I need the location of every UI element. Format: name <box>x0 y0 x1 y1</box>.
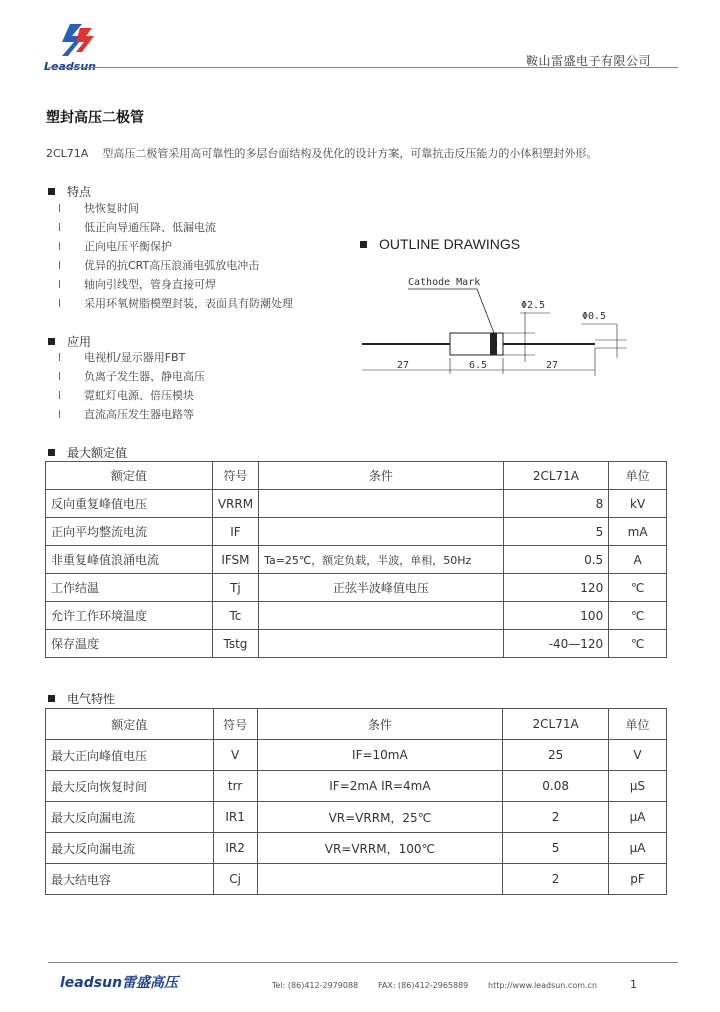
footer-divider <box>48 962 678 963</box>
list-item: l 快恢复时间 <box>58 202 139 215</box>
table-header-row: 额定值 符号 条件 2CL71A 单位 <box>46 709 667 740</box>
table-row: 非重复峰值浪涌电流 IFSM Ta=25℃，额定负载，半波，单相，50Hz 0.5 A <box>46 546 667 574</box>
list-item: l 低正向导通压降、低漏电流 <box>58 221 216 234</box>
cathode-leader <box>408 289 494 333</box>
outline-heading: OUTLINE DRAWINGS <box>360 236 520 252</box>
lead-diameter-label: Φ0.5 <box>582 311 607 322</box>
table-row: 最大反向漏电流 IR1 VR=VRRM，25℃ 2 μA <box>46 802 667 833</box>
list-item: l 负离子发生器、静电高压 <box>58 370 205 383</box>
footer-website-link[interactable]: http://www.leadsun.com.cn <box>488 981 598 990</box>
list-item: l 正向电压平衡保护 <box>58 240 172 253</box>
table-row: 最大反向漏电流 IR2 VR=VRRM，100℃ 5 μA <box>46 833 667 864</box>
dim-right-label: 27 <box>546 360 559 371</box>
bullet-square-icon <box>48 449 55 456</box>
features-list <box>58 199 293 313</box>
cathode-mark-label: Cathode Mark <box>408 277 481 288</box>
table-row: 工作结温 Tj 正弦半波峰值电压 120 ℃ <box>46 574 667 602</box>
company-name: 鞍山雷盛电子有限公司 <box>526 54 652 68</box>
bullet-square-icon <box>360 241 367 248</box>
header-divider <box>48 67 678 68</box>
list-item: l 直流高压发生器电路等 <box>58 408 194 421</box>
table-row: 最大正向峰值电压 V IF=10mA 25 V <box>46 740 667 771</box>
cathode-band <box>490 333 497 355</box>
body-diameter-label: Φ2.5 <box>521 300 546 311</box>
leadsun-logo-icon <box>58 22 98 60</box>
bullet-square-icon <box>48 338 55 345</box>
electrical-table <box>45 708 667 895</box>
table-header-row: 额定值 符号 条件 2CL71A 单位 <box>46 462 667 490</box>
page-number: 1 <box>630 978 637 991</box>
features-heading: 特点 <box>48 183 91 200</box>
bullet-square-icon <box>48 695 55 702</box>
page-title: 塑封高压二极管 <box>46 110 144 126</box>
table-row: 最大反向恢复时间 trr IF=2mA IR=4mA 0.08 μS <box>46 771 667 802</box>
part-label: 2CL71A <box>46 147 89 160</box>
intro-text: 型高压二极管采用高可靠性的多层台面结构及优化的设计方案，可靠抗击反压能力的小体积塑封外形。 <box>102 147 598 160</box>
footer-brand: leadsun雷盛高压 <box>60 975 179 991</box>
list-item: l 采用环氧树脂模塑封装，表面具有防潮处理 <box>58 297 293 310</box>
outline-drawing <box>355 262 645 382</box>
dim-left-label: 27 <box>397 360 410 371</box>
list-item: l 霓虹灯电源、倍压模块 <box>58 389 194 402</box>
table-row: 最大结电容 Cj 2 pF <box>46 864 667 895</box>
max-ratings-table <box>45 461 667 658</box>
table-row: 保存温度 Tstg -40—120 ℃ <box>46 630 667 658</box>
table-row: 反向重复峰值电压 VRRM 8 kV <box>46 490 667 518</box>
footer-fax: FAX: (86)412-2965889 <box>378 981 469 990</box>
table-row: 允许工作环境温度 Tc 100 ℃ <box>46 602 667 630</box>
applications-heading: 应用 <box>48 333 91 350</box>
intro-paragraph <box>46 145 597 161</box>
list-item: l 电视机/显示器用FBT <box>58 351 186 364</box>
dim-body-label: 6.5 <box>469 360 488 371</box>
bullet-square-icon <box>48 188 55 195</box>
table-row: 正向平均整流电流 IF 5 mA <box>46 518 667 546</box>
applications-list <box>58 348 205 424</box>
list-item: l 轴向引线型，管身直接可焊 <box>58 278 216 291</box>
electrical-heading: 电气特性 <box>48 690 115 707</box>
logo-wordmark: Leadsun <box>44 60 96 73</box>
footer-tel: Tel: (86)412-2979088 <box>272 981 359 990</box>
list-item: l 优异的抗CRT高压浪涌电弧放电冲击 <box>58 259 260 272</box>
max-ratings-heading: 最大额定值 <box>48 444 127 461</box>
